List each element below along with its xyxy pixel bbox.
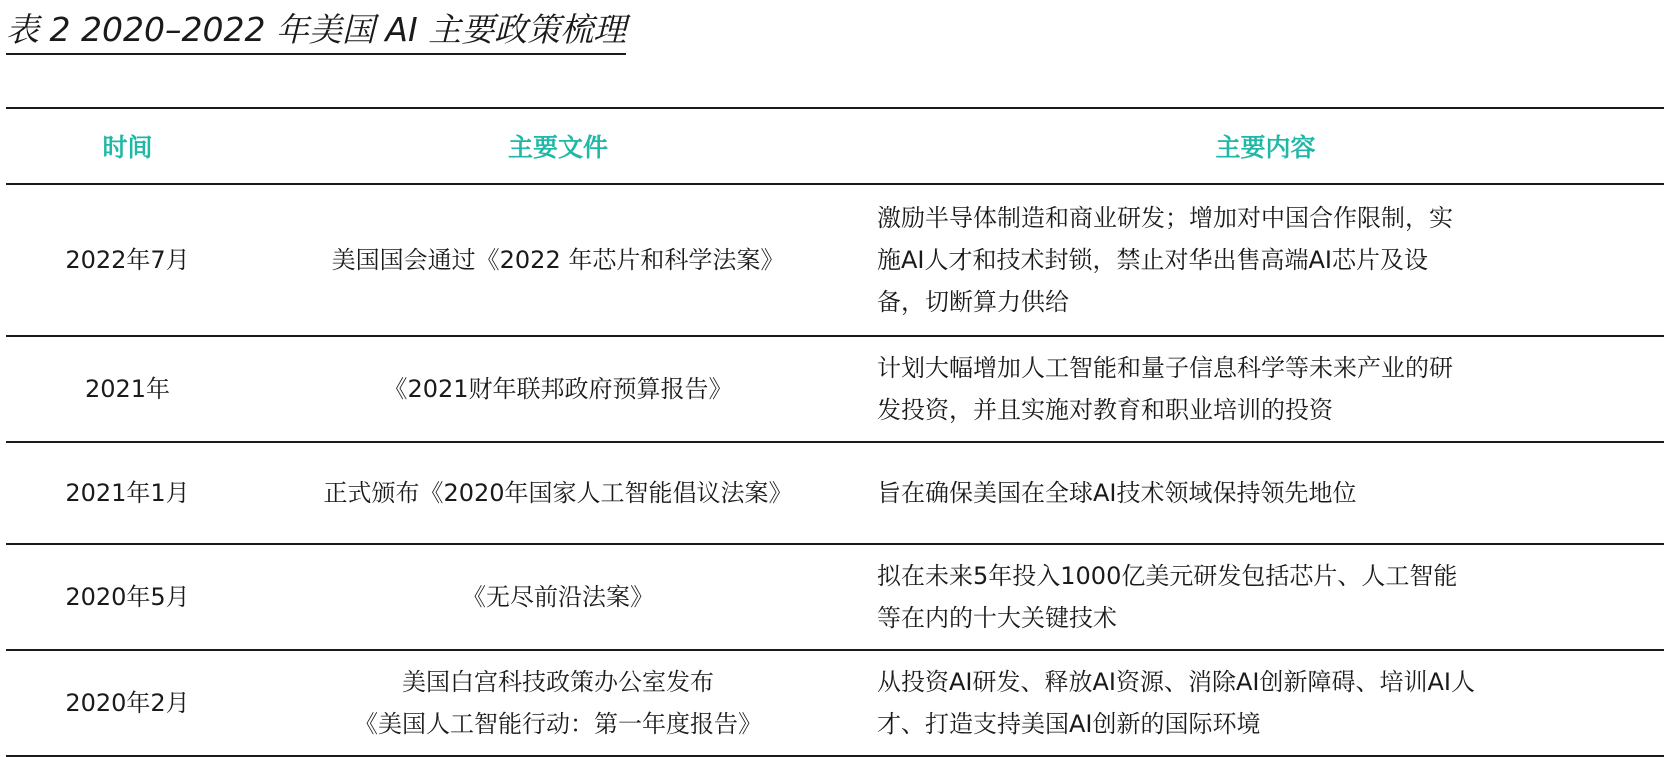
- table-row: [6, 442, 1664, 544]
- table-header-row: [6, 108, 1664, 184]
- cell-content: [867, 336, 1664, 442]
- content-line: 才、打造支持美国AI创新的国际环境: [877, 710, 1261, 738]
- cell-time: 2021年1月: [6, 442, 249, 544]
- content-line: 发投资，并且实施对教育和职业培训的投资: [877, 396, 1333, 424]
- header-content: 主要内容: [867, 108, 1664, 184]
- table-row: [6, 336, 1664, 442]
- document-line: 美国国会通过《2022 年芯片和科学法案》: [331, 246, 785, 274]
- table-row: [6, 184, 1664, 336]
- content-line: 等在内的十大关键技术: [877, 604, 1117, 632]
- header-time: 时间: [6, 108, 249, 184]
- content-line: 备，切断算力供给: [877, 288, 1069, 316]
- cell-content: [867, 544, 1664, 650]
- cell-document: [249, 184, 867, 336]
- table-row: [6, 544, 1664, 650]
- document-line: 《美国人工智能行动：第一年度报告》: [354, 710, 762, 738]
- document-line: 《无尽前沿法案》: [462, 583, 654, 611]
- document-line: 美国白宫科技政策办公室发布: [402, 668, 714, 696]
- document-line: 《2021财年联邦政府预算报告》: [383, 375, 733, 403]
- header-document: 主要文件: [249, 108, 867, 184]
- content-line: 施AI人才和技术封锁，禁止对华出售高端AI芯片及设: [877, 246, 1428, 274]
- cell-time: 2022年7月: [6, 184, 249, 336]
- table-title: 表 2 2020–2022 年美国 AI 主要政策梳理: [6, 8, 626, 55]
- cell-time: 2021年: [6, 336, 249, 442]
- cell-document: [249, 336, 867, 442]
- table-row: [6, 650, 1664, 756]
- content-line: 旨在确保美国在全球AI技术领域保持领先地位: [877, 479, 1357, 507]
- cell-time: 2020年5月: [6, 544, 249, 650]
- cell-document: [249, 544, 867, 650]
- content-line: 从投资AI研发、释放AI资源、消除AI创新障碍、培训AI人: [877, 668, 1475, 696]
- cell-time: 2020年2月: [6, 650, 249, 756]
- cell-document: [249, 650, 867, 756]
- cell-content: [867, 442, 1664, 544]
- content-line: 拟在未来5年投入1000亿美元研发包括芯片、人工智能: [877, 562, 1458, 590]
- cell-content: [867, 184, 1664, 336]
- cell-content: [867, 650, 1664, 756]
- policy-table: [6, 107, 1664, 757]
- document-line: 正式颁布《2020年国家人工智能倡议法案》: [323, 479, 793, 507]
- content-line: 计划大幅增加人工智能和量子信息科学等未来产业的研: [877, 354, 1453, 382]
- content-line: 激励半导体制造和商业研发；增加对中国合作限制，实: [877, 204, 1453, 232]
- cell-document: [249, 442, 867, 544]
